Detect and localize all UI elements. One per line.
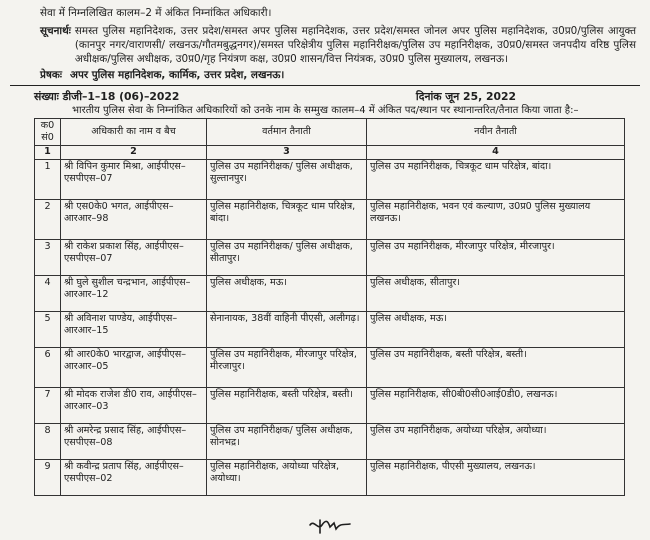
table-row — [35, 160, 625, 200]
row-sno: 3 — [35, 240, 61, 276]
row-sno: 4 — [35, 276, 61, 312]
intro-text: भारतीय पुलिस सेवा के निम्नांकित अधिकारियों को उनके नाम के सम्मुख कालम–4 में अंकित पद/स्थान पर स्थानान्तरित/तैनात किया जाता है:– — [72, 105, 579, 116]
row-new: पुलिस उप महानिरीक्षक, मीरजापुर परिक्षेत्र, मीरजापुर। — [367, 240, 625, 276]
info-text: समस्त पुलिस महानिदेशक, उत्तर प्रदेश/समस्त अपर पुलिस महानिदेशक, उत्तर प्रदेश/समस्त जोनल अपर पुलिस महानिदेशक, उ0प्र0/पुलिस आयुक्त (कानपुर नगर/वाराणसी/ लखनऊ/गौतमबुद्धनगर)/समस्त परिक्षेत्रीय पुलिस महानिरीक्षक/पुलिस उप महानिरीक्षक, उ0प्र0/समस्त जनपदीय वरिष्ठ पुलिस अधीक्षक/पुलिस अधीक्षक, उ0प्र0/गृह नियंत्रण कक्ष, उ0प्र0 शासन/वित्त नियंत्रक, उ0प्र0 पुलिस मुख्यालय, लखनऊ। — [74, 25, 636, 65]
row-current: पुलिस उप महानिरीक्षक/ पुलिस अधीक्षक, सुल्तानपुर। — [207, 160, 367, 200]
table-row — [35, 276, 625, 312]
header-current: वर्तमान तैनाती — [207, 119, 367, 146]
row-name: श्री राकेश प्रकाश सिंह, आईपीएस–एसपीएस–07 — [61, 240, 207, 276]
table-row — [35, 388, 625, 424]
table-row — [35, 200, 625, 240]
sender-text: अपर पुलिस महानिदेशक, कार्मिक, उत्तर प्रदेश, लखनऊ। — [70, 69, 285, 81]
row-current: पुलिस अधीक्षक, मऊ। — [207, 276, 367, 312]
row-name: श्री अविनाश पाण्डेय, आईपीएस–आरआर–15 — [61, 312, 207, 348]
header-name: अधिकारी का नाम व बैच — [61, 119, 207, 146]
reference-row — [34, 89, 636, 104]
sender-label: प्रेषकः — [40, 69, 62, 81]
info-label: सूचनार्थः — [40, 25, 71, 37]
row-new: पुलिस महानिरीक्षक, पीएसी मुख्यालय, लखनऊ। — [367, 460, 625, 496]
row-name: श्री आर0के0 भारद्वाज, आईपीएस–आरआर–05 — [61, 348, 207, 388]
row-sno: 8 — [35, 424, 61, 460]
transfer-table — [34, 118, 625, 496]
header-sno: क0 सं0 — [35, 119, 61, 146]
row-sno: 5 — [35, 312, 61, 348]
table-row — [35, 240, 625, 276]
table-row — [35, 460, 625, 496]
header-new: नवीन तैनाती — [367, 119, 625, 146]
row-sno: 1 — [35, 160, 61, 200]
row-name: श्री अमरेन्द्र प्रसाद सिंह, आईपीएस–एसपीएस–08 — [61, 424, 207, 460]
row-sno: 7 — [35, 388, 61, 424]
row-current: पुलिस उप महानिरीक्षक/ पुलिस अधीक्षक, सोनभद्र। — [207, 424, 367, 460]
row-name: श्री एस0के0 भगत, आईपीएस–आरआर–98 — [61, 200, 207, 240]
reference-number: संख्याः डीजी–1–18 (06)–2022 — [34, 90, 180, 103]
row-current: पुलिस उप महानिरीक्षक/ पुलिस अधीक्षक, सीतापुर। — [207, 240, 367, 276]
table-row — [35, 424, 625, 460]
table-header-row — [35, 119, 625, 146]
row-new: पुलिस महानिरीक्षक, भवन एवं कल्याण, उ0प्र0 पुलिस मुख्यालय लखनऊ। — [367, 200, 625, 240]
row-new: पुलिस उप महानिरीक्षक, बस्ती परिक्षेत्र, बस्ती। — [367, 348, 625, 388]
row-current: पुलिस महानिरीक्षक, बस्ती परिक्षेत्र, बस्ती। — [207, 388, 367, 424]
row-current: सेनानायक, 38वीं वाहिनी पीएसी, अलीगढ़। — [207, 312, 367, 348]
row-new: पुलिस महानिरीक्षक, सी0बी0सी0आई0डी0, लखनऊ। — [367, 388, 625, 424]
row-name: श्री कवीन्द्र प्रताप सिंह, आईपीएस–एसपीएस–02 — [61, 460, 207, 496]
info-paragraph — [40, 24, 636, 66]
row-name: श्री विपिन कुमार मिश्रा, आईपीएस–एसपीएस–07 — [61, 160, 207, 200]
row-sno: 2 — [35, 200, 61, 240]
row-current: पुलिस उप महानिरीक्षक, मीरजापुर परिक्षेत्र, मीरजापुर। — [207, 348, 367, 388]
row-current: पुलिस महानिरीक्षक, चित्रकूट धाम परिक्षेत्र, बांदा। — [207, 200, 367, 240]
row-sno: 6 — [35, 348, 61, 388]
table-row — [35, 312, 625, 348]
col-number: 3 — [207, 146, 367, 160]
row-new: पुलिस उप महानिरीक्षक, चित्रकूट धाम परिक्षेत्र, बांदा। — [367, 160, 625, 200]
row-sno: 9 — [35, 460, 61, 496]
row-new: पुलिस अधीक्षक, सीतापुर। — [367, 276, 625, 312]
row-current: पुलिस महानिरीक्षक, अयोध्या परिक्षेत्र, अयोध्या। — [207, 460, 367, 496]
row-new: पुलिस उप महानिरीक्षक, अयोध्या परिक्षेत्र, अयोध्या। — [367, 424, 625, 460]
column-number-row — [35, 146, 625, 160]
col-number: 1 — [35, 146, 61, 160]
sender-line — [40, 68, 636, 82]
table-row — [35, 348, 625, 388]
signature — [308, 517, 352, 537]
row-name: श्री मोदक राजेश डी0 राव, आईपीएस–आरआर–03 — [61, 388, 207, 424]
col-number: 2 — [61, 146, 207, 160]
col-number: 4 — [367, 146, 625, 160]
reference-date: दिनांक जून 25, 2022 — [415, 90, 516, 103]
addressee-line: सेवा में निम्नलिखित कालम–2 में अंकित निम्नांकित अधिकारी। — [40, 7, 272, 19]
row-name: श्री घुले सुशील चन्द्रभान, आईपीएस–आरआर–12 — [61, 276, 207, 312]
divider — [10, 85, 640, 86]
row-new: पुलिस अधीक्षक, मऊ। — [367, 312, 625, 348]
